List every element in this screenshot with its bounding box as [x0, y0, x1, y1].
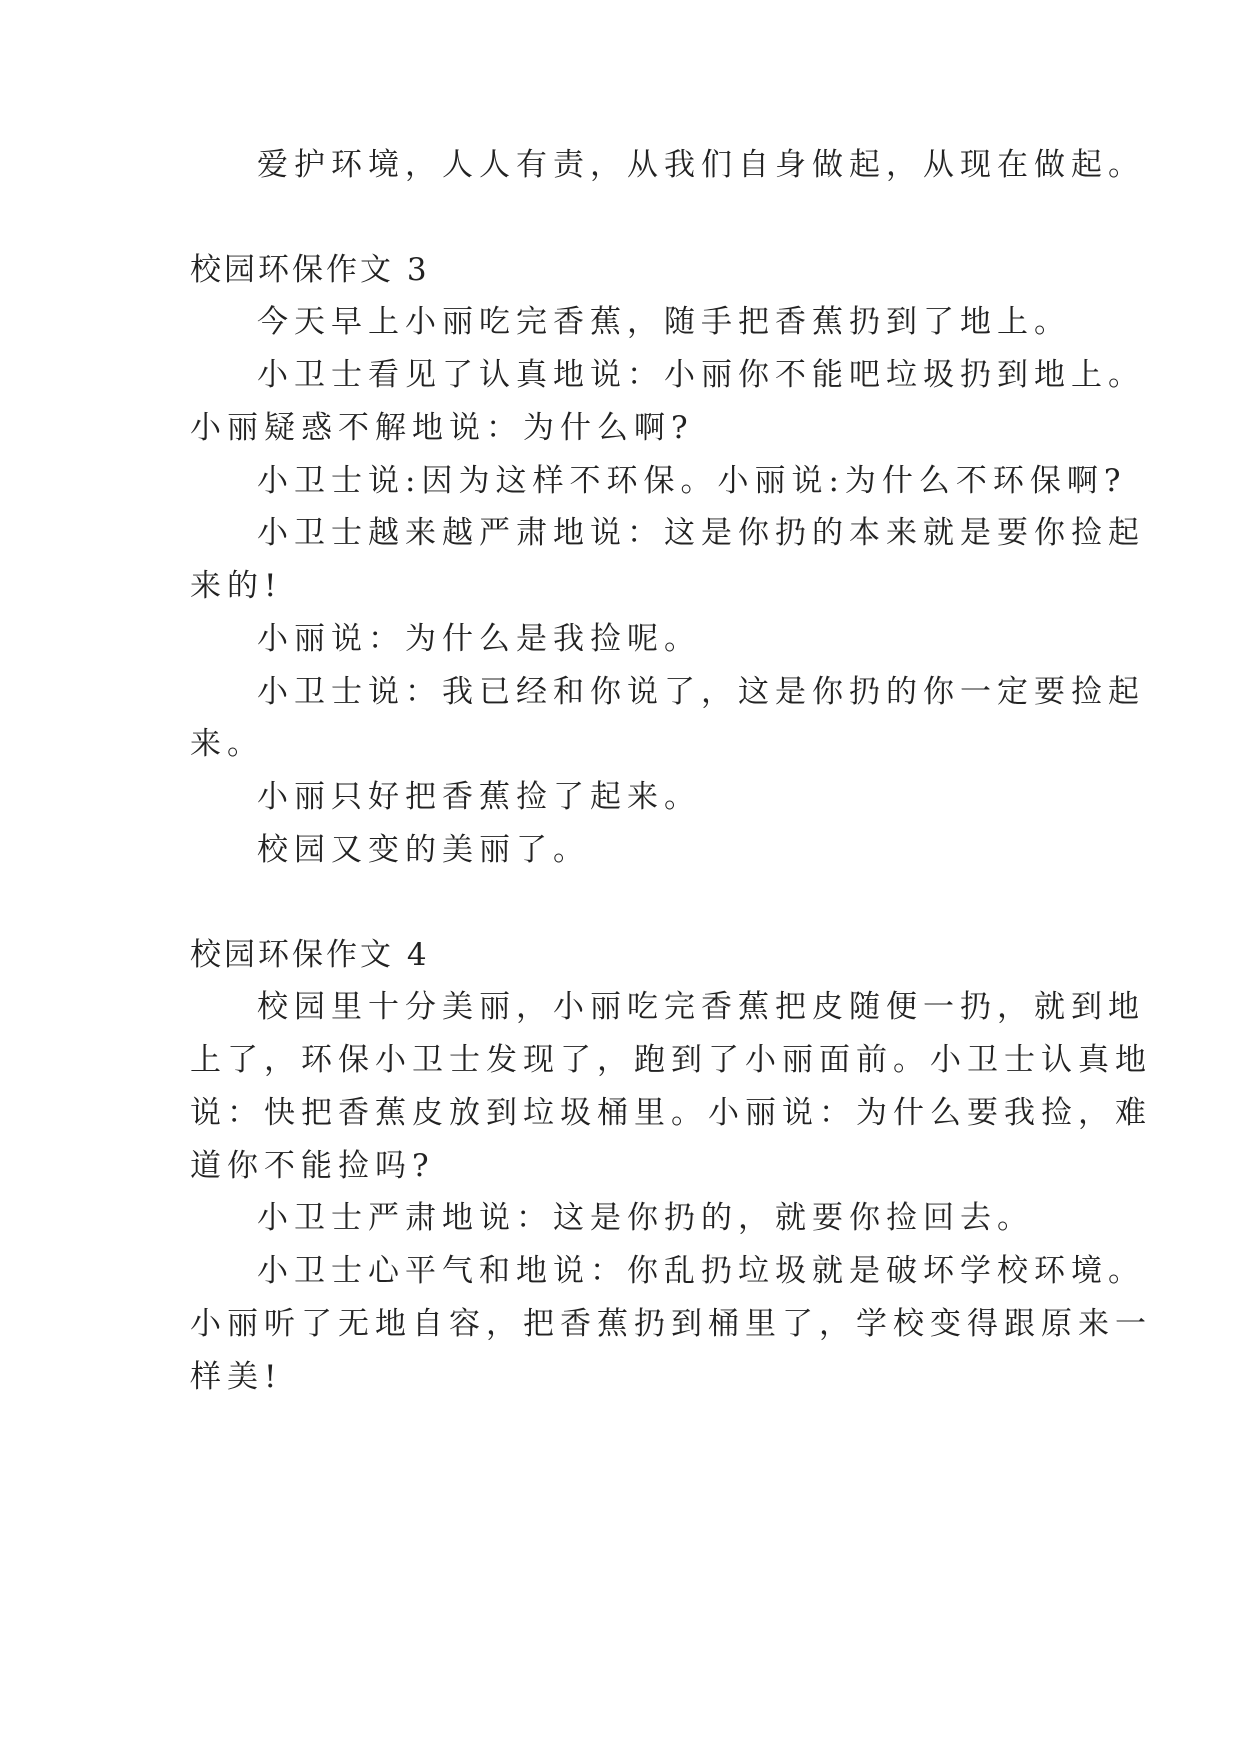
- paragraph-line: 小丽听了无地自容，把香蕉扔到桶里了，学校变得跟原来一: [190, 1306, 1152, 1342]
- paragraph-line: 小卫士说：我已经和你说了，这是你扔的你一定要捡起: [257, 674, 1145, 710]
- paragraph-line: 道你不能捡吗?: [190, 1148, 435, 1184]
- paragraph-line: 来。: [190, 726, 264, 762]
- paragraph-line: 小卫士严肃地说：这是你扔的，就要你捡回去。: [257, 1200, 1034, 1236]
- paragraph-line: 小卫士越来越严肃地说：这是你扔的本来就是要你捡起: [257, 515, 1145, 551]
- paragraph-line: 说：快把香蕉皮放到垃圾桶里。小丽说：为什么要我捡，难: [190, 1095, 1152, 1131]
- section-4-heading: 校园环保作文 4: [190, 937, 430, 973]
- paragraph-line: 小卫士说:因为这样不环保。小丽说:为什么不环保啊?: [257, 463, 1127, 499]
- paragraph-line: 小卫士看见了认真地说：小丽你不能吧垃圾扔到地上。: [257, 357, 1145, 393]
- paragraph-line: 来的!: [190, 568, 283, 604]
- paragraph-line: 小丽只好把香蕉捡了起来。: [257, 779, 701, 815]
- paragraph-line: 校园里十分美丽，小丽吃完香蕉把皮随便一扔，就到地: [257, 989, 1145, 1025]
- paragraph-line: 今天早上小丽吃完香蕉，随手把香蕉扔到了地上。: [257, 304, 1071, 340]
- paragraph-line: 小丽说：为什么是我捡呢。: [257, 621, 701, 657]
- intro-closing-line: 爱护环境，人人有责，从我们自身做起，从现在做起。: [257, 147, 1145, 183]
- paragraph-line: 样美!: [190, 1359, 283, 1395]
- paragraph-line: 小丽疑惑不解地说：为什么啊?: [190, 410, 694, 446]
- section-3-heading: 校园环保作文 3: [190, 252, 430, 288]
- paragraph-line: 上了，环保小卫士发现了，跑到了小丽面前。小卫士认真地: [190, 1042, 1152, 1078]
- paragraph-line: 小卫士心平气和地说：你乱扔垃圾就是破坏学校环境。: [257, 1253, 1145, 1289]
- paragraph-line: 校园又变的美丽了。: [257, 832, 590, 868]
